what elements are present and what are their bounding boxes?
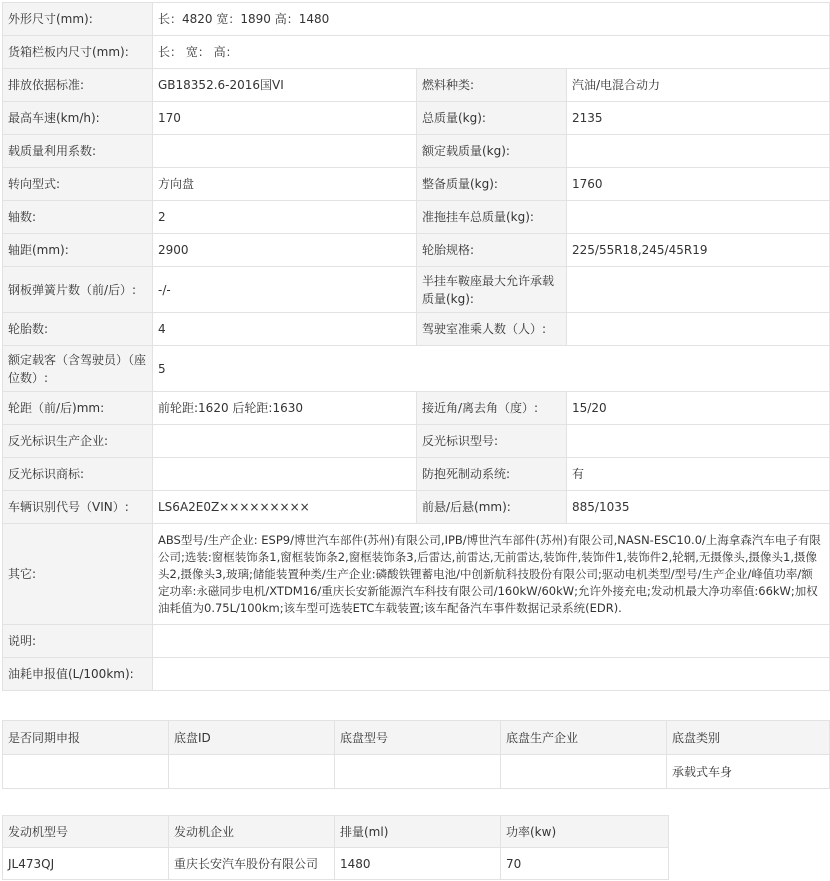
cargo-value: 长： 宽： 高： [153,36,830,69]
approach-angle-value: 15/20 [567,392,830,425]
other-value: ABS型号/生产企业: ESP9/博世汽车部件(苏州)有限公司,IPB/博世汽车部件(苏州)有限公司,NASN-ESC10.0/上海拿森汽车电子有限公司;选装:窗框装饰条1,窗框装饰条2,窗框装饰条3,后雷达,前雷达,无前雷达,装饰件,装饰件1,装饰件2,轮辋,无摄像头,摄像头1,摄像头2,摄像头3,玻璃;储能装置种类/生产企业:磷酸铁锂蓄电池/中创新航科技股份有限公司;驱动电机类型/型号/生产企业/峰值功率/额定功率:永磁同步电机/XTDM16/重庆长安新能源汽车科技有限公司/160kW/60kW;允许外接充电;发动机最大净功率值:66kW;加权油耗值为0.75L/100km;该车型可选装ETC车载装置;该车配备汽车事件数据记录系统(EDR). [153,524,830,625]
tires-label: 轮胎数: [3,313,153,346]
spec-row-steering [3,168,830,201]
spec-row-track [3,392,830,425]
note-label: 说明: [3,625,153,658]
spec-row-tires [3,313,830,346]
spec-row-fuel-report [3,658,830,691]
spec-row-reflector [3,425,830,458]
reflector-brand-value [153,458,417,491]
chassis-header-model: 底盘型号 [335,721,501,755]
chassis-cell-type: 承载式车身 [667,755,830,789]
spec-row-axles [3,201,830,234]
engine-header-model: 发动机型号 [3,816,169,848]
total-mass-label: 总质量(kg): [417,102,567,135]
reflector-brand-label: 反光标识商标: [3,458,153,491]
fuel-report-value [153,658,830,691]
wheelbase-label: 轴距(mm): [3,234,153,267]
engine-header-power: 功率(kw) [501,816,669,848]
spring-value: -/- [153,267,417,313]
engine-header-row [3,816,669,848]
chassis-header-id: 底盘ID [169,721,335,755]
spec-row-brand [3,458,830,491]
chassis-cell-maker [501,755,667,789]
seats-value: 5 [153,346,830,392]
note-value [153,625,830,658]
tire-spec-value: 225/55R18,245/45R19 [567,234,830,267]
reflector-model-label: 反光标识型号: [417,425,567,458]
engine-cell-displacement: 1480 [335,848,501,880]
fuel-type-label: 燃料种类: [417,69,567,102]
spec-row-wheelbase [3,234,830,267]
semi-trailer-label: 半挂车鞍座最大允许承载质量(kg): [417,267,567,313]
cab-capacity-label: 驾驶室准乘人数（人）: [417,313,567,346]
chassis-header-type: 底盘类别 [667,721,830,755]
edge-fade [670,800,830,881]
curb-mass-label: 整备质量(kg): [417,168,567,201]
track-value: 前轮距:1620 后轮距:1630 [153,392,417,425]
abs-value: 有 [567,458,830,491]
reflector-maker-value [153,425,417,458]
other-label: 其它: [3,524,153,625]
dims-value: 长：4820 宽：1890 高：1480 [153,3,830,36]
chassis-cell-id [169,755,335,789]
semi-trailer-value [567,267,830,313]
rated-load-label: 额定载质量(kg): [417,135,567,168]
engine-cell-model: JL473QJ [3,848,169,880]
overhang-value: 885/1035 [567,491,830,524]
engine-header-displacement: 排量(ml) [335,816,501,848]
spec-row-other [3,524,830,625]
trailer-mass-value [567,201,830,234]
axles-label: 轴数: [3,201,153,234]
overhang-label: 前悬/后悬(mm): [417,491,567,524]
engine-cell-maker: 重庆长安汽车股份有限公司 [169,848,335,880]
spec-row-emission [3,69,830,102]
engine-table [2,815,669,880]
table-row [3,848,669,880]
reflector-maker-label: 反光标识生产企业: [3,425,153,458]
vin-label: 车辆识别代号（VIN）: [3,491,153,524]
approach-angle-label: 接近角/离去角（度）: [417,392,567,425]
curb-mass-value: 1760 [567,168,830,201]
spec-row-note [3,625,830,658]
dims-label: 外形尺寸(mm): [3,3,153,36]
track-label: 轮距（前/后)mm: [3,392,153,425]
total-mass-value: 2135 [567,102,830,135]
spec-row-vin [3,491,830,524]
trailer-mass-label: 准拖挂车总质量(kg): [417,201,567,234]
vin-value: LS6A2E0Z××××××××× [153,491,417,524]
spec-row-speed [3,102,830,135]
engine-cell-power: 70 [501,848,669,880]
chassis-cell-sync [3,755,169,789]
load-util-label: 载质量利用系数: [3,135,153,168]
chassis-cell-model [335,755,501,789]
cargo-label: 货箱栏板内尺寸(mm): [3,36,153,69]
tire-spec-label: 轮胎规格: [417,234,567,267]
cab-capacity-value [567,313,830,346]
reflector-model-value [567,425,830,458]
load-util-value [153,135,417,168]
spec-row-cargo [3,36,830,69]
spring-label: 钢板弹簧片数（前/后）: [3,267,153,313]
axles-value: 2 [153,201,417,234]
fuel-type-value: 汽油/电混合动力 [567,69,830,102]
fuel-report-label: 油耗申报值(L/100km): [3,658,153,691]
emission-label: 排放依据标准: [3,69,153,102]
chassis-table [2,720,830,789]
max-speed-value: 170 [153,102,417,135]
spec-row-seats [3,346,830,392]
spec-row-dimensions [3,3,830,36]
steering-label: 转向型式: [3,168,153,201]
seats-label: 额定载客（含驾驶员）（座位数）: [3,346,153,392]
rated-load-value [567,135,830,168]
chassis-header-row [3,721,830,755]
emission-value: GB18352.6-2016国VI [153,69,417,102]
table-row [3,755,830,789]
chassis-header-sync: 是否同期申报 [3,721,169,755]
engine-header-maker: 发动机企业 [169,816,335,848]
steering-value: 方向盘 [153,168,417,201]
max-speed-label: 最高车速(km/h): [3,102,153,135]
wheelbase-value: 2900 [153,234,417,267]
tires-value: 4 [153,313,417,346]
spec-row-spring [3,267,830,313]
chassis-header-maker: 底盘生产企业 [501,721,667,755]
vehicle-spec-table [2,2,830,691]
abs-label: 防抱死制动系统: [417,458,567,491]
spec-row-load [3,135,830,168]
